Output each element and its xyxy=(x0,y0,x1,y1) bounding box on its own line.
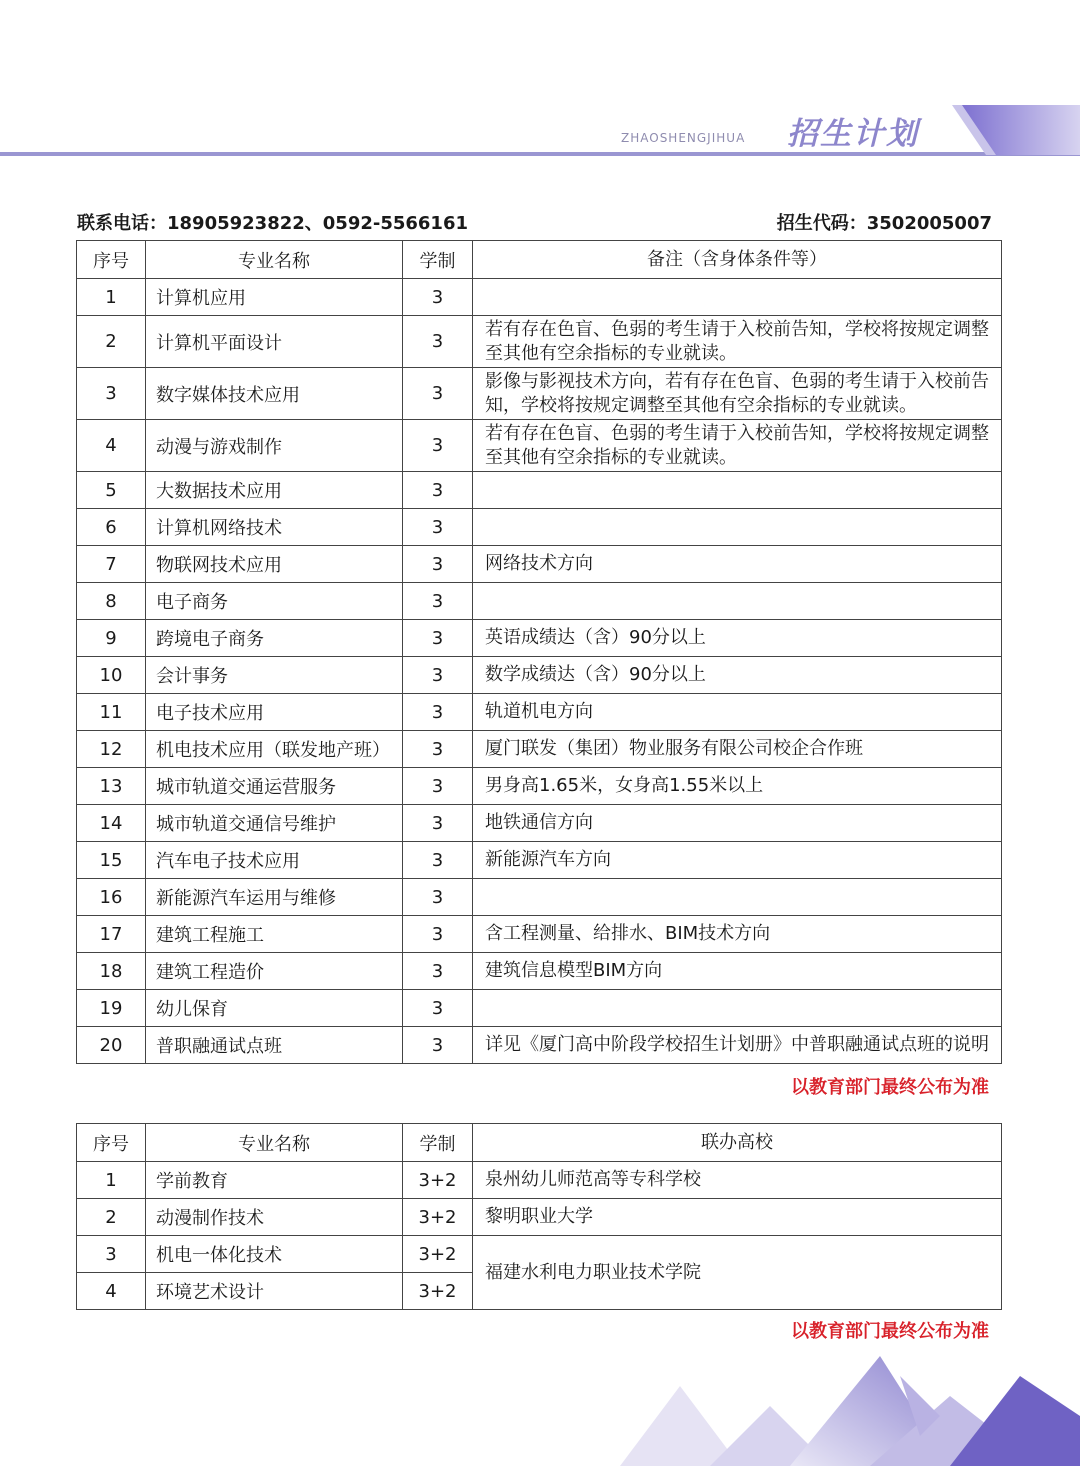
table-row xyxy=(77,953,1002,990)
row-index: 4 xyxy=(77,420,146,472)
row-major: 电子技术应用 xyxy=(146,694,403,731)
row-years: 3 xyxy=(403,583,473,620)
row-years: 3 xyxy=(403,546,473,583)
table-row xyxy=(77,509,1002,546)
row-major: 计算机平面设计 xyxy=(146,316,403,368)
row-index: 20 xyxy=(77,1027,146,1064)
row-note: 网络技术方向 xyxy=(473,546,1002,583)
table-row xyxy=(77,916,1002,953)
row-years: 3 xyxy=(403,316,473,368)
row-index: 14 xyxy=(77,805,146,842)
row-note: 影像与影视技术方向，若有存在色盲、色弱的考生请于入校前告知，学校将按规定调整至其他有空余指标的专业就读。 xyxy=(473,368,1002,420)
row-note xyxy=(473,879,1002,916)
table-row xyxy=(77,1199,1002,1236)
header-decoration xyxy=(930,100,1080,160)
table-row xyxy=(77,1027,1002,1064)
row-major: 新能源汽车运用与维修 xyxy=(146,879,403,916)
row-index: 15 xyxy=(77,842,146,879)
table-row xyxy=(77,316,1002,368)
row-major: 动漫制作技术 xyxy=(146,1199,403,1236)
row-index: 17 xyxy=(77,916,146,953)
row-years: 3 xyxy=(403,694,473,731)
row-index: 10 xyxy=(77,657,146,694)
row-index: 11 xyxy=(77,694,146,731)
row-major: 大数据技术应用 xyxy=(146,472,403,509)
table-row xyxy=(77,731,1002,768)
header-major: 专业名称 xyxy=(146,1124,403,1162)
header-years: 学制 xyxy=(403,241,473,279)
row-years: 3 xyxy=(403,731,473,768)
row-major: 计算机应用 xyxy=(146,279,403,316)
table-row xyxy=(77,805,1002,842)
header-pinyin: ZHAOSHENGJIHUA xyxy=(621,131,746,145)
row-note xyxy=(473,990,1002,1027)
row-note: 男身高1.65米，女身高1.55米以上 xyxy=(473,768,1002,805)
row-index: 18 xyxy=(77,953,146,990)
table-header-row xyxy=(77,241,1002,279)
row-note: 轨道机电方向 xyxy=(473,694,1002,731)
row-years: 3 xyxy=(403,990,473,1027)
row-index: 9 xyxy=(77,620,146,657)
row-index: 5 xyxy=(77,472,146,509)
table-row xyxy=(77,879,1002,916)
row-major: 物联网技术应用 xyxy=(146,546,403,583)
table-row xyxy=(77,368,1002,420)
table-row xyxy=(77,768,1002,805)
row-years: 3 xyxy=(403,657,473,694)
row-note: 英语成绩达（含）90分以上 xyxy=(473,620,1002,657)
header-index: 序号 xyxy=(77,241,146,279)
row-note: 若有存在色盲、色弱的考生请于入校前告知，学校将按规定调整至其他有空余指标的专业就读。 xyxy=(473,316,1002,368)
row-index: 2 xyxy=(77,316,146,368)
row-index: 7 xyxy=(77,546,146,583)
table-row xyxy=(77,657,1002,694)
row-years: 3 xyxy=(403,842,473,879)
table-row xyxy=(77,546,1002,583)
row-years: 3 xyxy=(403,509,473,546)
row-major: 机电技术应用（联发地产班） xyxy=(146,731,403,768)
row-years: 3 xyxy=(403,916,473,953)
row-note: 地铁通信方向 xyxy=(473,805,1002,842)
row-note: 建筑信息模型BIM方向 xyxy=(473,953,1002,990)
row-index: 13 xyxy=(77,768,146,805)
row-index: 19 xyxy=(77,990,146,1027)
row-index: 3 xyxy=(77,368,146,420)
table-row xyxy=(77,620,1002,657)
row-years: 3 xyxy=(403,1027,473,1064)
row-note xyxy=(473,583,1002,620)
row-major: 普职融通试点班 xyxy=(146,1027,403,1064)
row-years: 3 xyxy=(403,279,473,316)
row-major: 会计事务 xyxy=(146,657,403,694)
header-index: 序号 xyxy=(77,1124,146,1162)
header-major: 专业名称 xyxy=(146,241,403,279)
row-index: 12 xyxy=(77,731,146,768)
table-row xyxy=(77,1236,1002,1273)
row-years: 3+2 xyxy=(403,1273,473,1310)
row-major: 数字媒体技术应用 xyxy=(146,368,403,420)
row-major: 机电一体化技术 xyxy=(146,1236,403,1273)
row-years: 3 xyxy=(403,879,473,916)
row-major: 电子商务 xyxy=(146,583,403,620)
table-row xyxy=(77,472,1002,509)
table-row xyxy=(77,694,1002,731)
row-years: 3 xyxy=(403,953,473,990)
row-note: 若有存在色盲、色弱的考生请于入校前告知，学校将按规定调整至其他有空余指标的专业就读。 xyxy=(473,420,1002,472)
row-note: 含工程测量、给排水、BIM技术方向 xyxy=(473,916,1002,953)
row-major: 环境艺术设计 xyxy=(146,1273,403,1310)
row-note: 厦门联发（集团）物业服务有限公司校企合作班 xyxy=(473,731,1002,768)
row-note xyxy=(473,472,1002,509)
header-years: 学制 xyxy=(403,1124,473,1162)
row-years: 3+2 xyxy=(403,1236,473,1273)
row-years: 3 xyxy=(403,368,473,420)
row-partner-school: 泉州幼儿师范高等专科学校 xyxy=(473,1162,1002,1199)
row-note: 新能源汽车方向 xyxy=(473,842,1002,879)
contact-phone: 联系电话：18905923822、0592-5566161 xyxy=(77,213,469,234)
table-row xyxy=(77,990,1002,1027)
row-major: 学前教育 xyxy=(146,1162,403,1199)
row-note: 数学成绩达（含）90分以上 xyxy=(473,657,1002,694)
row-index: 1 xyxy=(77,279,146,316)
row-partner-school: 黎明职业大学 xyxy=(473,1199,1002,1236)
row-index: 2 xyxy=(77,1199,146,1236)
joint-programs-table xyxy=(76,1123,1002,1310)
row-major: 建筑工程造价 xyxy=(146,953,403,990)
majors-table xyxy=(76,240,1002,1064)
row-major: 幼儿保育 xyxy=(146,990,403,1027)
row-major: 建筑工程施工 xyxy=(146,916,403,953)
row-index: 3 xyxy=(77,1236,146,1273)
admission-code: 招生代码：3502005007 xyxy=(776,213,992,234)
row-major: 计算机网络技术 xyxy=(146,509,403,546)
table-row xyxy=(77,583,1002,620)
table-header-row xyxy=(77,1124,1002,1162)
row-note xyxy=(473,509,1002,546)
row-years: 3 xyxy=(403,768,473,805)
final-notice: 以教育部门最终公布为准 xyxy=(791,1077,989,1098)
header-note: 备注（含身体条件等） xyxy=(473,241,1002,279)
table-row xyxy=(77,279,1002,316)
final-notice: 以教育部门最终公布为准 xyxy=(791,1321,989,1342)
table-row xyxy=(77,842,1002,879)
row-years: 3 xyxy=(403,472,473,509)
row-major: 跨境电子商务 xyxy=(146,620,403,657)
row-index: 4 xyxy=(77,1273,146,1310)
row-partner-school: 福建水利电力职业技术学院 xyxy=(473,1236,1002,1310)
row-years: 3 xyxy=(403,620,473,657)
row-years: 3 xyxy=(403,420,473,472)
row-note: 详见《厦门高中阶段学校招生计划册》中普职融通试点班的说明 xyxy=(473,1027,1002,1064)
row-major: 汽车电子技术应用 xyxy=(146,842,403,879)
table-row xyxy=(77,1162,1002,1199)
page-title: 招生计划 xyxy=(787,116,919,152)
row-note xyxy=(473,279,1002,316)
row-index: 1 xyxy=(77,1162,146,1199)
row-index: 8 xyxy=(77,583,146,620)
row-years: 3+2 xyxy=(403,1199,473,1236)
row-years: 3+2 xyxy=(403,1162,473,1199)
header-partner-school: 联办高校 xyxy=(473,1124,1002,1162)
row-index: 6 xyxy=(77,509,146,546)
row-major: 城市轨道交通信号维护 xyxy=(146,805,403,842)
footer-decoration xyxy=(620,1356,1080,1466)
row-major: 动漫与游戏制作 xyxy=(146,420,403,472)
row-years: 3 xyxy=(403,805,473,842)
row-major: 城市轨道交通运营服务 xyxy=(146,768,403,805)
table-row xyxy=(77,420,1002,472)
row-index: 16 xyxy=(77,879,146,916)
